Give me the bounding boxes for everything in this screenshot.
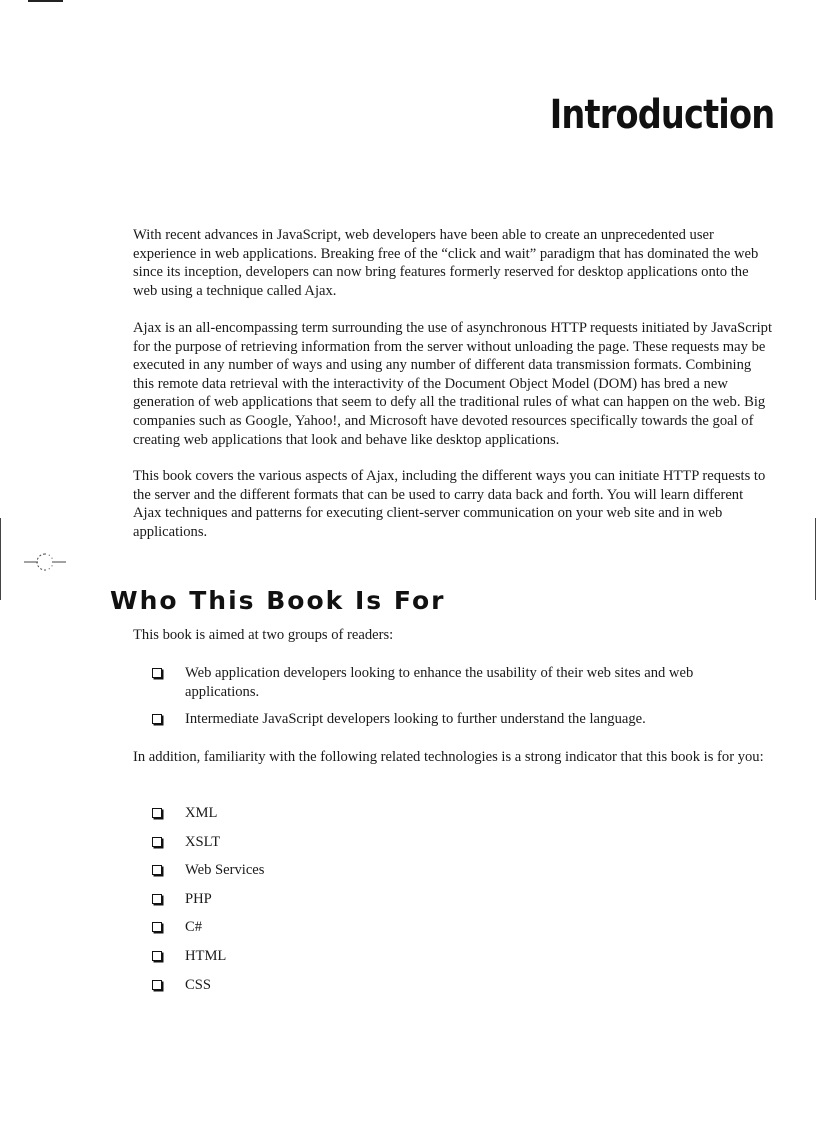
intro-paragraph: With recent advances in JavaScript, web developers have been able to create an unprecedented user experience in web applications. Breaking free of the “click and wait” paradigm that has dominated the web since its inception, developers can now bring features formerly reserved for desktop applications onto the web using a technique called Ajax. bbox=[133, 227, 759, 299]
list-item bbox=[151, 890, 751, 909]
checkbox-bullet-icon bbox=[152, 714, 162, 724]
technology-list bbox=[151, 804, 751, 994]
list-item-text: C# bbox=[185, 919, 203, 936]
list-item bbox=[151, 664, 751, 701]
checkbox-bullet-icon bbox=[152, 837, 162, 847]
checkbox-bullet-icon bbox=[152, 922, 162, 932]
list-item bbox=[151, 833, 751, 852]
checkbox-bullet-icon bbox=[152, 865, 162, 875]
list-item bbox=[151, 976, 751, 995]
list-item-text: XML bbox=[185, 805, 218, 821]
section-lead: This book is aimed at two groups of readers: bbox=[133, 627, 394, 643]
checkbox-bullet-icon bbox=[152, 668, 162, 678]
list-item-text: HTML bbox=[185, 947, 227, 964]
list-item bbox=[151, 918, 751, 937]
intro-paragraph: Ajax is an all-encompassing term surrounding the use of asynchronous HTTP requests initiated by JavaScript for the purpose of retrieving information from the server without unloading the page. These requests may be executed in any number of ways and using any number of different data transmission formats. Combining this remote data retrieval with the interactivity of the Document Object Model (DOM) has bred a new generation of web applications that seem to defy all the traditional rules of what can happen on the web. Big companies such as Google, Yahoo!, and Microsoft have devoted resources specifically towards the goal of creating web applications that look and behave like desktop applications. bbox=[133, 320, 773, 448]
checkbox-bullet-icon bbox=[152, 951, 162, 961]
list-item-text: PHP bbox=[185, 890, 212, 907]
intro-paragraph: This book covers the various aspects of Ajax, including the different ways you can initiate HTTP requests to the server and the different formats that can be used to carry data back and forth. You will learn different Ajax techniques and patterns for executing client-server communication on your web site and in web applications. bbox=[133, 468, 766, 540]
checkbox-bullet-icon bbox=[152, 894, 162, 904]
list-item-text: Web Services bbox=[185, 862, 265, 879]
tech-intro: In addition, familiarity with the following related technologies is a strong indicator that this book is for you: bbox=[133, 749, 764, 765]
crop-mark-left bbox=[0, 518, 1, 600]
list-item bbox=[151, 861, 751, 880]
list-item bbox=[151, 710, 751, 729]
crop-mark-top bbox=[28, 0, 63, 2]
checkbox-bullet-icon bbox=[152, 808, 162, 818]
list-item bbox=[151, 947, 751, 966]
chapter-title: Introduction bbox=[549, 92, 774, 138]
list-item-text: Intermediate JavaScript developers looking to further understand the language. bbox=[185, 711, 646, 728]
list-item-text: CSS bbox=[185, 976, 211, 993]
list-item-text: Web application developers looking to enhance the usability of their web sites and web applications. bbox=[185, 665, 694, 700]
list-item-text: XSLT bbox=[185, 833, 221, 850]
list-item bbox=[151, 804, 751, 823]
section-heading: Who This Book Is For bbox=[110, 586, 446, 615]
reader-group-list bbox=[151, 664, 751, 729]
registration-mark-icon bbox=[24, 550, 66, 574]
checkbox-bullet-icon bbox=[152, 980, 162, 990]
